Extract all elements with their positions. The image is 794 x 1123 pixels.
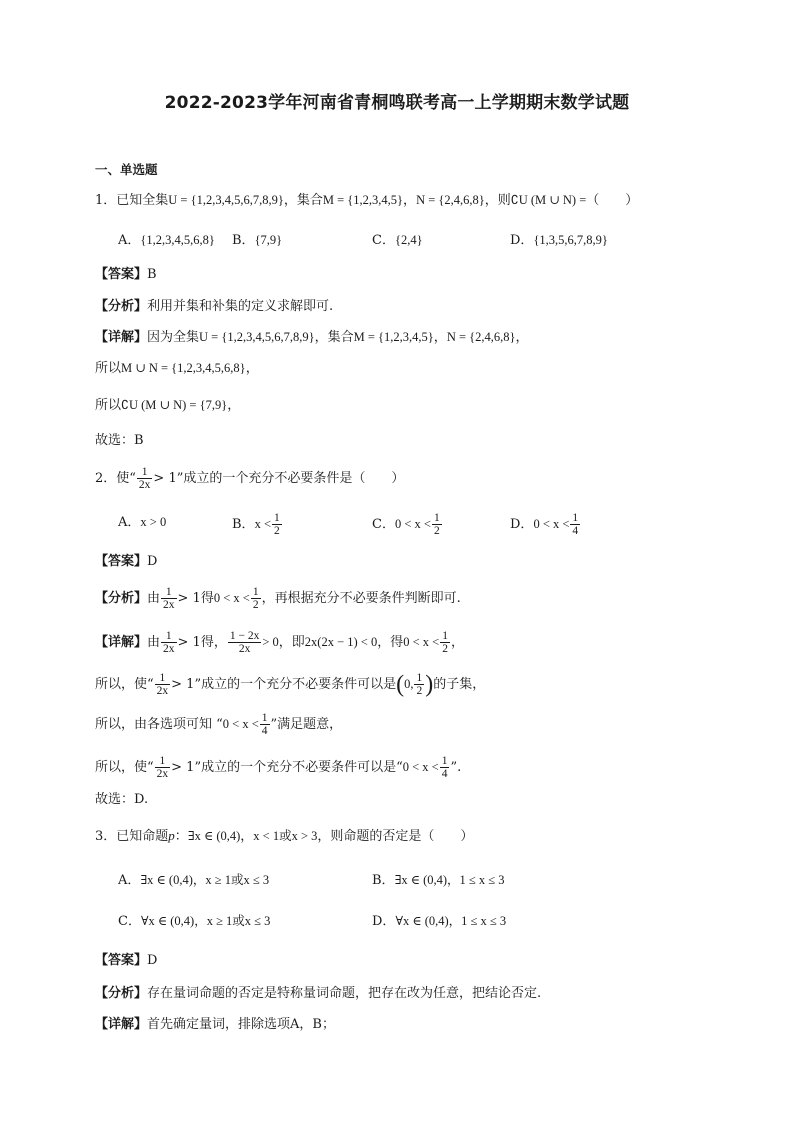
q2-detail4-frac-num: 1 bbox=[155, 755, 171, 768]
q2-detail1-frac-den: 2x bbox=[163, 643, 175, 655]
q2-stem-frac-num: 1 bbox=[137, 466, 153, 479]
q3-option-b-label: B． bbox=[372, 873, 395, 888]
q2-option-a-value: x > 0 bbox=[140, 515, 167, 529]
q2-option-b-label: B． bbox=[232, 517, 255, 532]
q1-stem-mid2: ，则 bbox=[484, 193, 511, 208]
q2-option-c-value: 0 < x < bbox=[394, 517, 431, 531]
q2-detail-line-1 bbox=[95, 630, 464, 655]
q3-detail-tag: 【详解】 bbox=[95, 1017, 148, 1032]
q2-d-frac-num: 1 bbox=[572, 512, 579, 524]
q1-option-b bbox=[232, 230, 282, 251]
q1-detail-tag: 【详解】 bbox=[95, 330, 148, 345]
q2-detail3-c: ”满足题意， bbox=[270, 717, 343, 732]
q2-detail2-half-den: 2 bbox=[416, 685, 423, 697]
q3-stem bbox=[95, 826, 473, 847]
q1-expr: ∁U (M ∪ N) = bbox=[510, 193, 587, 207]
q3-answer-value: D bbox=[147, 953, 158, 968]
q2-answer bbox=[95, 552, 157, 572]
q2-detail3-quarter-den: 4 bbox=[261, 725, 268, 737]
q2-detail1-f: ，得 bbox=[377, 635, 404, 650]
q1-detail-line-1 bbox=[95, 327, 529, 348]
q2-detail1-g: 0 < x < bbox=[403, 635, 440, 649]
q3-analysis-text: 存在量词命题的否定是特称量词命题，把存在改为任意，把结论否定. bbox=[147, 986, 542, 1001]
q2-stem-frac-den: 2x bbox=[138, 479, 151, 491]
q1-detail1-d: ， bbox=[515, 330, 529, 345]
q2-detail4-d: ”. bbox=[450, 760, 462, 775]
q2-detail4-b: > 1”成立的一个充分不必要条件可以是“ bbox=[171, 760, 403, 775]
q2-analysis bbox=[95, 586, 461, 611]
q3-answer bbox=[95, 951, 157, 971]
q1-option-a-label: A． bbox=[118, 233, 141, 248]
q2-conclusion: 故选：D. bbox=[95, 792, 149, 807]
q3-option-d-label: D． bbox=[372, 914, 396, 929]
q2-detail2-close-paren: ) bbox=[425, 671, 434, 698]
q1-option-d bbox=[510, 230, 608, 251]
q2-detail3-quarter-num: 1 bbox=[261, 712, 268, 724]
q3-option-c-value: ∀x ∈ (0,4)，x ≥ 1或x ≤ 3 bbox=[140, 914, 271, 928]
q2-detail2-half-num: 1 bbox=[416, 672, 423, 684]
q1-stem-sep: ， bbox=[403, 193, 417, 208]
q3-option-c bbox=[118, 911, 270, 932]
q2-detail3-quarter bbox=[260, 712, 270, 737]
q1-stem bbox=[95, 190, 638, 211]
q3-stem-a: 3．已知命题 bbox=[95, 829, 169, 844]
q1-option-c-label: C． bbox=[372, 233, 395, 248]
q1-option-d-label: D． bbox=[510, 233, 534, 248]
q2-detail2-frac-den: 2x bbox=[156, 685, 169, 697]
q3-stem-m2: x < 1或x > 3 bbox=[253, 829, 318, 843]
q3-option-a-label: A． bbox=[118, 873, 141, 888]
q3-stem-d: ，则命题的否定是（ ） bbox=[317, 829, 474, 844]
q2-detail-tag: 【详解】 bbox=[95, 635, 148, 650]
q2-detail1-h: ， bbox=[450, 635, 464, 650]
q2-detail4-fraction bbox=[155, 755, 171, 780]
q1-analysis-text: 利用并集和补集的定义求解即可. bbox=[147, 299, 334, 314]
q1-analysis-tag: 【分析】 bbox=[95, 299, 148, 314]
q2-analysis-tag: 【分析】 bbox=[95, 591, 148, 606]
q1-detail3-m: ∁U (M ∪ N) = {7,9} bbox=[121, 398, 228, 412]
q2-detail1-a: 由 bbox=[147, 635, 161, 650]
q1-detail2-a: 所以 bbox=[95, 361, 122, 376]
q2-b-frac-num: 1 bbox=[274, 512, 280, 524]
q1-detail3-b: ， bbox=[227, 398, 241, 413]
q3-option-a-value: ∃x ∈ (0,4)，x ≥ 1或x ≤ 3 bbox=[140, 873, 270, 887]
q2-analysis-frac-num: 1 bbox=[161, 586, 177, 599]
q2-detail1-fraction2 bbox=[228, 630, 262, 655]
q2-detail1-fraction bbox=[161, 630, 177, 655]
q1-option-c bbox=[372, 230, 423, 251]
q2-analysis-b: > 1得 bbox=[177, 591, 214, 606]
q3-detail-text: 首先确定量词，排除选项A，B； bbox=[147, 1017, 335, 1032]
q2-detail4-quarter-num: 1 bbox=[441, 755, 448, 767]
q3-analysis bbox=[95, 984, 541, 1004]
q1-detail-line-3 bbox=[95, 395, 240, 416]
q1-option-b-label: B． bbox=[232, 233, 255, 248]
q2-detail1-frac-num: 1 bbox=[161, 630, 177, 643]
q2-stem-b: > 1”成立的一个充分不必要条件是（ ） bbox=[153, 471, 405, 486]
q1-detail1-a: 因为全集 bbox=[147, 330, 200, 345]
q2-analysis-a: 由 bbox=[147, 591, 161, 606]
q2-detail3-b: 0 < x < bbox=[222, 717, 259, 731]
section-heading: 一、单选题 bbox=[95, 162, 158, 177]
q2-option-a-label: A． bbox=[118, 515, 141, 530]
q2-detail1-frac2-den: 2x bbox=[238, 643, 251, 655]
q2-answer-value: D bbox=[147, 554, 158, 569]
q1-set-u: U = {1,2,3,4,5,6,7,8,9} bbox=[168, 193, 284, 207]
q3-option-d-value: ∀x ∈ (0,4)，1 ≤ x ≤ 3 bbox=[395, 914, 507, 928]
q3-answer-tag: 【答案】 bbox=[95, 953, 148, 968]
q2-option-d-value: 0 < x < bbox=[533, 517, 570, 531]
q2-analysis-fraction bbox=[161, 586, 177, 611]
q2-d-frac-den: 4 bbox=[572, 525, 579, 537]
q2-stem-fraction bbox=[137, 466, 153, 491]
q2-detail-line-3 bbox=[95, 712, 342, 737]
q2-detail2-c: 的子集， bbox=[433, 677, 486, 692]
q1-answer-tag: 【答案】 bbox=[95, 267, 148, 282]
q2-detail1-half-num: 1 bbox=[442, 630, 448, 642]
q3-analysis-tag: 【分析】 bbox=[95, 986, 148, 1001]
q1-stem-mid1: ，集合 bbox=[283, 193, 323, 208]
q2-stem bbox=[95, 466, 404, 491]
q2-detail2-a: 所以，使“ bbox=[95, 677, 154, 692]
q2-detail4-frac-den: 2x bbox=[156, 768, 169, 780]
q2-detail1-d: ，即 bbox=[278, 635, 305, 650]
q1-option-b-value: {7,9} bbox=[254, 233, 283, 247]
q2-analysis-half-den: 2 bbox=[252, 599, 259, 611]
q2-option-d-label: D． bbox=[510, 517, 534, 532]
q2-option-c bbox=[372, 512, 443, 537]
q2-detail-line-2 bbox=[95, 672, 485, 697]
q2-detail2-zero: 0, bbox=[404, 677, 414, 691]
q2-detail2-half bbox=[414, 672, 424, 697]
q2-option-b-value: x < bbox=[254, 517, 271, 531]
q2-detail1-c: > 0 bbox=[262, 635, 279, 649]
q3-stem-b: ： bbox=[174, 829, 188, 844]
q1-detail1-n: N = {2,4,6,8} bbox=[446, 330, 516, 344]
q3-stem-m: ∃x ∈ (0,4) bbox=[187, 829, 241, 843]
q2-c-frac-den: 2 bbox=[433, 525, 440, 537]
q2-option-c-fraction bbox=[432, 512, 442, 537]
q1-detail1-u: U = {1,2,3,4,5,6,7,8,9} bbox=[199, 330, 315, 344]
q1-detail1-b: ，集合 bbox=[314, 330, 354, 345]
q2-stem-a: 2．使“ bbox=[95, 471, 136, 486]
q3-option-b bbox=[372, 870, 505, 891]
q2-analysis-d: ，再根据充分不必要条件判断即可. bbox=[261, 591, 461, 606]
q2-detail1-e: 2x(2x − 1) < 0 bbox=[304, 635, 378, 649]
q2-option-d bbox=[510, 512, 581, 537]
q1-answer-value: B bbox=[147, 267, 157, 282]
q2-b-frac-den: 2 bbox=[274, 525, 280, 537]
q1-option-c-value: {2,4} bbox=[394, 233, 423, 247]
q1-detail3-a: 所以 bbox=[95, 398, 122, 413]
q1-analysis bbox=[95, 297, 333, 317]
q2-detail3-a: 所以，由各选项可知 “ bbox=[95, 717, 223, 732]
q2-c-frac-num: 1 bbox=[433, 512, 440, 524]
q1-option-a bbox=[118, 230, 215, 251]
q3-option-b-value: ∃x ∈ (0,4)，1 ≤ x ≤ 3 bbox=[394, 873, 505, 887]
q3-stem-c: ， bbox=[240, 829, 254, 844]
q2-detail4-quarter-den: 4 bbox=[441, 768, 448, 780]
q2-detail4-a: 所以，使“ bbox=[95, 760, 154, 775]
q2-option-b-fraction bbox=[272, 512, 282, 537]
q2-detail2-fraction bbox=[155, 672, 171, 697]
q1-option-d-value: {1,3,5,6,7,8,9} bbox=[533, 233, 608, 247]
q2-detail-line-4 bbox=[95, 755, 461, 780]
q3-option-c-label: C． bbox=[118, 914, 141, 929]
q1-answer bbox=[95, 265, 157, 285]
q3-option-a bbox=[118, 870, 269, 891]
q2-detail1-b: > 1得， bbox=[177, 635, 227, 650]
q1-stem-tail: （ ） bbox=[586, 193, 639, 208]
document-title: 2022-2023学年河南省青桐鸣联考高一上学期期末数学试题 bbox=[164, 93, 630, 113]
q2-answer-tag: 【答案】 bbox=[95, 554, 148, 569]
q1-set-n: N = {2,4,6,8} bbox=[416, 193, 485, 207]
q3-detail bbox=[95, 1015, 335, 1035]
q2-option-d-fraction bbox=[570, 512, 580, 537]
q2-detail2-b: > 1”成立的一个充分不必要条件可以是 bbox=[171, 677, 397, 692]
q2-option-b bbox=[232, 512, 283, 537]
q2-analysis-half bbox=[251, 586, 261, 611]
q1-detail-line-2 bbox=[95, 358, 259, 379]
q1-detail1-m: M = {1,2,3,4,5} bbox=[353, 330, 434, 344]
q2-analysis-half-num: 1 bbox=[252, 586, 259, 598]
q2-detail2-open-paren: ( bbox=[396, 671, 405, 698]
q1-conclusion: 故选：B bbox=[95, 433, 144, 448]
q1-option-a-value: {1,2,3,4,5,6,8} bbox=[140, 233, 215, 247]
q1-detail2-b: ， bbox=[245, 361, 259, 376]
q2-option-a bbox=[118, 512, 166, 533]
q1-stem-text: 1．已知全集 bbox=[95, 193, 169, 208]
q2-detail1-half bbox=[440, 630, 450, 655]
q1-detail1-c: ， bbox=[433, 330, 447, 345]
q1-set-m: M = {1,2,3,4,5} bbox=[322, 193, 404, 207]
q2-detail1-frac2-num: 1 − 2x bbox=[229, 630, 260, 642]
q2-option-c-label: C． bbox=[372, 517, 395, 532]
q2-detail4-c: 0 < x < bbox=[402, 760, 439, 774]
q2-detail2-frac-num: 1 bbox=[155, 672, 171, 685]
q2-analysis-c: 0 < x < bbox=[213, 591, 250, 605]
q2-detail1-half-den: 2 bbox=[442, 643, 448, 655]
q3-stem-p: p bbox=[168, 828, 175, 843]
q2-detail4-quarter bbox=[440, 755, 450, 780]
q1-detail2-m: M ∪ N = {1,2,3,4,5,6,8} bbox=[121, 361, 246, 375]
q3-option-d bbox=[372, 911, 506, 932]
q2-analysis-frac-den: 2x bbox=[163, 599, 175, 611]
